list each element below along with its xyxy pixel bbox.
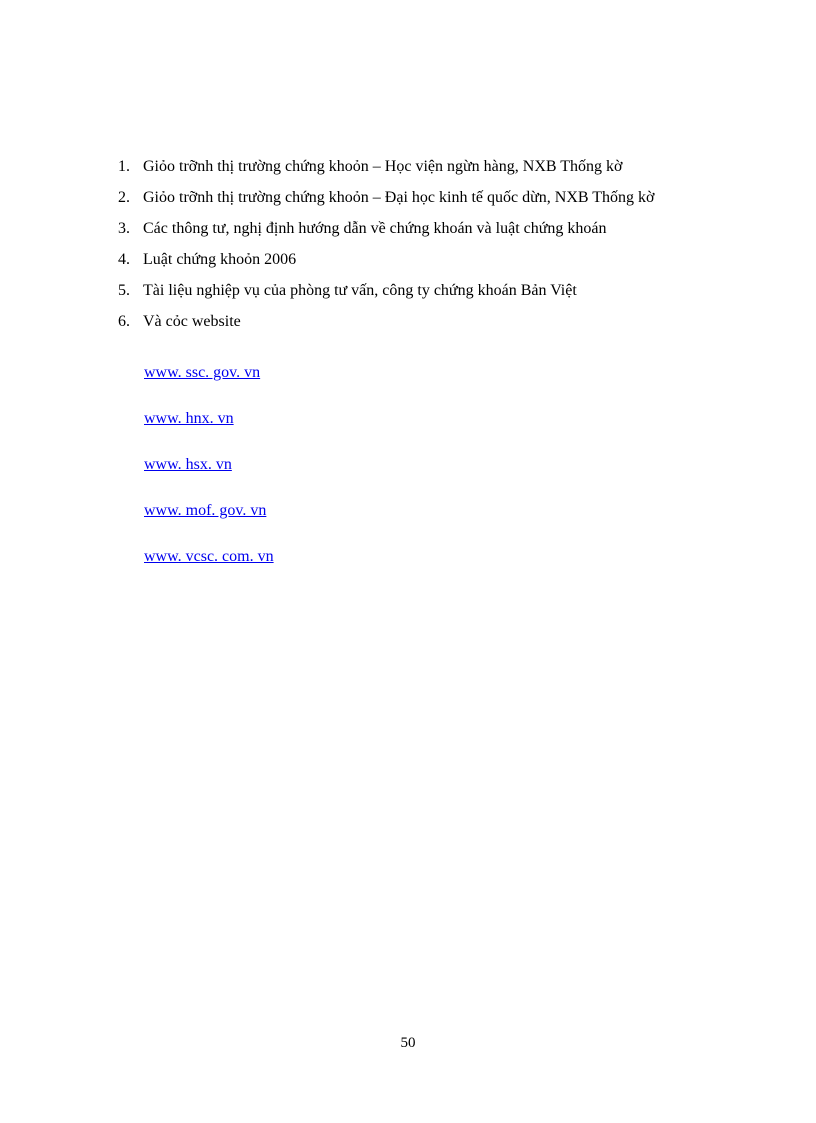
reference-number: 1. bbox=[118, 158, 130, 175]
website-list bbox=[144, 362, 274, 592]
reference-item-6 bbox=[118, 310, 655, 341]
reference-text: Giỏo trỡnh thị trường chứng khoỏn – Học viện ngừn hàng, NXB Thống kờ bbox=[143, 158, 623, 175]
page-number: 50 bbox=[400, 1035, 416, 1051]
website-link-hnx[interactable]: www. hnx. vn bbox=[144, 410, 234, 427]
website-item bbox=[144, 408, 274, 454]
website-link-hsx[interactable]: www. hsx. vn bbox=[144, 456, 232, 473]
website-link-mof[interactable]: www. mof. gov. vn bbox=[144, 502, 267, 519]
website-item bbox=[144, 546, 274, 592]
website-item bbox=[144, 500, 274, 546]
reference-text: Các thông tư, nghị định hướng dẫn về chứng khoán và luật chứng khoán bbox=[143, 220, 607, 237]
reference-item-4 bbox=[118, 248, 655, 279]
reference-item-5 bbox=[118, 279, 655, 310]
website-link-vcsc[interactable]: www. vcsc. com. vn bbox=[144, 548, 274, 565]
website-item bbox=[144, 362, 274, 408]
reference-text: Giỏo trỡnh thị trường chứng khoỏn – Đại học kinh tế quốc dừn, NXB Thống kờ bbox=[143, 189, 655, 206]
reference-number: 4. bbox=[118, 251, 130, 268]
reference-item-1 bbox=[118, 155, 655, 186]
website-link-ssc[interactable]: www. ssc. gov. vn bbox=[144, 364, 261, 381]
reference-item-3 bbox=[118, 217, 655, 248]
reference-text: Luật chứng khoỏn 2006 bbox=[143, 251, 297, 268]
reference-number: 5. bbox=[118, 282, 130, 299]
reference-number: 2. bbox=[118, 189, 130, 206]
reference-item-2 bbox=[118, 186, 655, 217]
reference-number: 6. bbox=[118, 313, 130, 330]
reference-number: 3. bbox=[118, 220, 130, 237]
reference-text: Và cỏc website bbox=[143, 313, 241, 330]
reference-list bbox=[118, 155, 655, 341]
reference-text: Tài liệu nghiệp vụ của phòng tư vấn, công ty chứng khoán Bản Việt bbox=[143, 282, 577, 299]
website-item bbox=[144, 454, 274, 500]
